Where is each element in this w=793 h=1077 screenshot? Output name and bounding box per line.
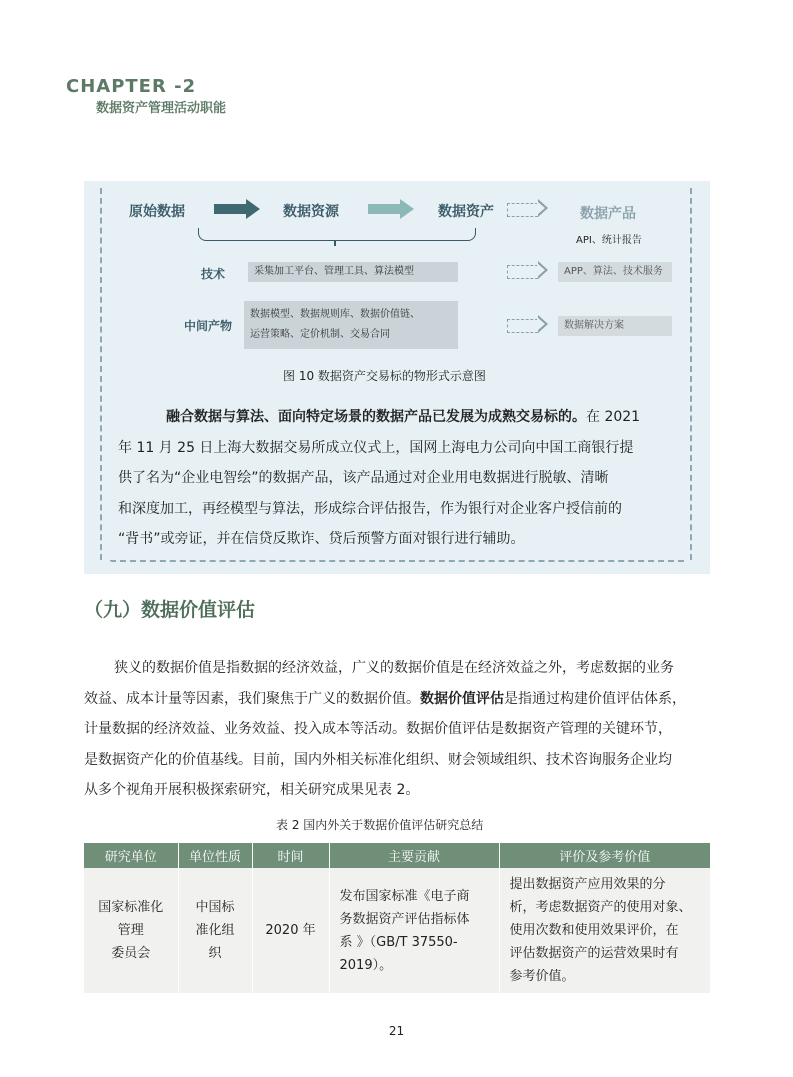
cell-line: 评估数据资产的运营效果时有: [509, 946, 679, 961]
body-line: [84, 684, 710, 715]
case-line: 供了名为“企业电智绘”的数据产品，该产品通过对企业用电数据进行脱敏、清晰: [118, 470, 609, 486]
cell-line: 使用次数和使用效果评价，在: [509, 923, 679, 938]
arrow-raw-to-resource: [214, 204, 260, 214]
body-text: 是指通过构建价值评估体系，: [504, 690, 686, 707]
cell-contribution: [329, 868, 499, 993]
grouping-brace: [198, 228, 476, 241]
body-line: 狭义的数据价值是指数据的经济效益，广义的数据价值是在经济效益之外，考虑数据的业务: [114, 660, 674, 676]
body-paragraph: [84, 653, 710, 806]
case-line: 和深度加工，再经模型与算法，形成综合评估报告，作为银行对企业客户授信前的: [118, 500, 622, 517]
panel-dashed-border-right: [690, 188, 692, 560]
cell-time: 2020 年: [252, 868, 329, 993]
table-caption: 表 2 国内外关于数据价值评估研究总结: [276, 818, 484, 832]
intermediate-box-line: 数据模型、数据规则库、数据价值链、: [250, 309, 420, 320]
flow-stage-data-asset: 数据资产: [438, 204, 494, 220]
body-text: 效益、成本计量等因素，我们聚焦于广义的数据价值。: [84, 690, 420, 707]
research-summary-table: [84, 843, 710, 993]
body-line: 是数据资产化的价值基线。目前，国内外相关标准化组织、财会领域组织、技术咨询服务企业均: [84, 751, 672, 768]
table-header-row: [84, 843, 710, 868]
body-line: 计量数据的经济效益、业务效益、投入成本等活动。数据价值评估是数据资产管理的关键环节，: [84, 721, 672, 737]
cell-line: 织: [208, 946, 222, 961]
figure-caption: 图 10 数据资产交易标的物形式示意图: [283, 369, 486, 383]
case-line: [118, 402, 678, 433]
case-lead-sentence: 融合数据与算法、面向特定场景的数据产品已发展为成熟交易标的。: [166, 409, 586, 425]
intermediate-output-box: 数据解决方案: [558, 316, 672, 336]
column-header-contribution: 主要贡献: [329, 843, 499, 868]
intermediate-box: [244, 301, 458, 349]
row-label-intermediate: 中间产物: [184, 319, 233, 333]
cell-line: 发布国家标准《电子商: [339, 888, 470, 904]
cell-line: 析，考虑数据资产的使用对象、: [509, 900, 692, 915]
cell-line: 准化组: [195, 923, 235, 938]
cell-line: 提出数据资产应用效果的分: [509, 877, 666, 892]
cell-unit-nature: [178, 868, 252, 993]
arrow-asset-to-product: [507, 203, 538, 217]
table-row: [84, 868, 710, 993]
cell-line: 中国标: [195, 900, 235, 915]
intermediate-box-line: 运营策略、定价机制、交易合同: [250, 329, 390, 340]
cell-line: 系 》（GB/T 37550-: [339, 934, 458, 950]
case-text: 在 2021: [586, 409, 641, 425]
cell-line: 务数据资产评估指标体: [339, 911, 470, 927]
chapter-subtitle: 数据资产管理活动职能: [96, 101, 227, 116]
body-line: 从多个视角开展积极探索研究，相关研究成果见表 2。: [84, 782, 420, 798]
row-label-technology: 技术: [201, 267, 226, 281]
technology-box: 采集加工平台、管理工具、算法模型: [248, 262, 458, 282]
cell-line: 委员会: [111, 946, 151, 961]
page-number: 21: [388, 1024, 405, 1038]
cell-line: 管理: [117, 923, 144, 938]
cell-research-unit: [84, 868, 178, 993]
case-line: 年 11 月 25 日上海大数据交易所成立仪式上，国网上海电力公司向中国工商银行提: [118, 439, 634, 456]
arrow-mid-to-output: [507, 319, 538, 333]
term-data-value-assessment: 数据价值评估: [420, 690, 504, 707]
arrow-resource-to-asset: [368, 204, 414, 214]
grouping-brace-tip: [334, 240, 336, 246]
panel-dashed-border-bottom: [110, 560, 684, 562]
column-header-research-unit: 研究单位: [84, 843, 178, 868]
product-examples-note: API、统计报告: [576, 235, 642, 246]
cell-line: 2019）。: [339, 957, 393, 973]
technology-output-box: APP、算法、技术服务: [558, 262, 672, 282]
column-header-time: 时间: [252, 843, 329, 868]
cell-line: 参考价值。: [509, 969, 575, 984]
column-header-evaluation: 评价及参考价值: [499, 843, 710, 868]
flow-stage-data-resource: 数据资源: [283, 204, 339, 220]
section-title: （九）数据价值评估: [84, 599, 256, 621]
chapter-heading: CHAPTER -2: [66, 76, 197, 97]
cell-line: 国家标准化: [98, 900, 164, 915]
cell-evaluation: [499, 868, 710, 993]
flow-stage-data-product: 数据产品: [580, 206, 636, 222]
flow-stage-raw-data: 原始数据: [129, 204, 185, 220]
case-paragraph: [118, 402, 678, 555]
case-line: “背书”或旁证，并在信贷反欺诈、贷后预警方面对银行进行辅助。: [118, 531, 525, 547]
column-header-unit-nature: 单位性质: [178, 843, 252, 868]
arrow-tech-to-output: [507, 265, 538, 279]
panel-dashed-border-left: [100, 188, 102, 560]
